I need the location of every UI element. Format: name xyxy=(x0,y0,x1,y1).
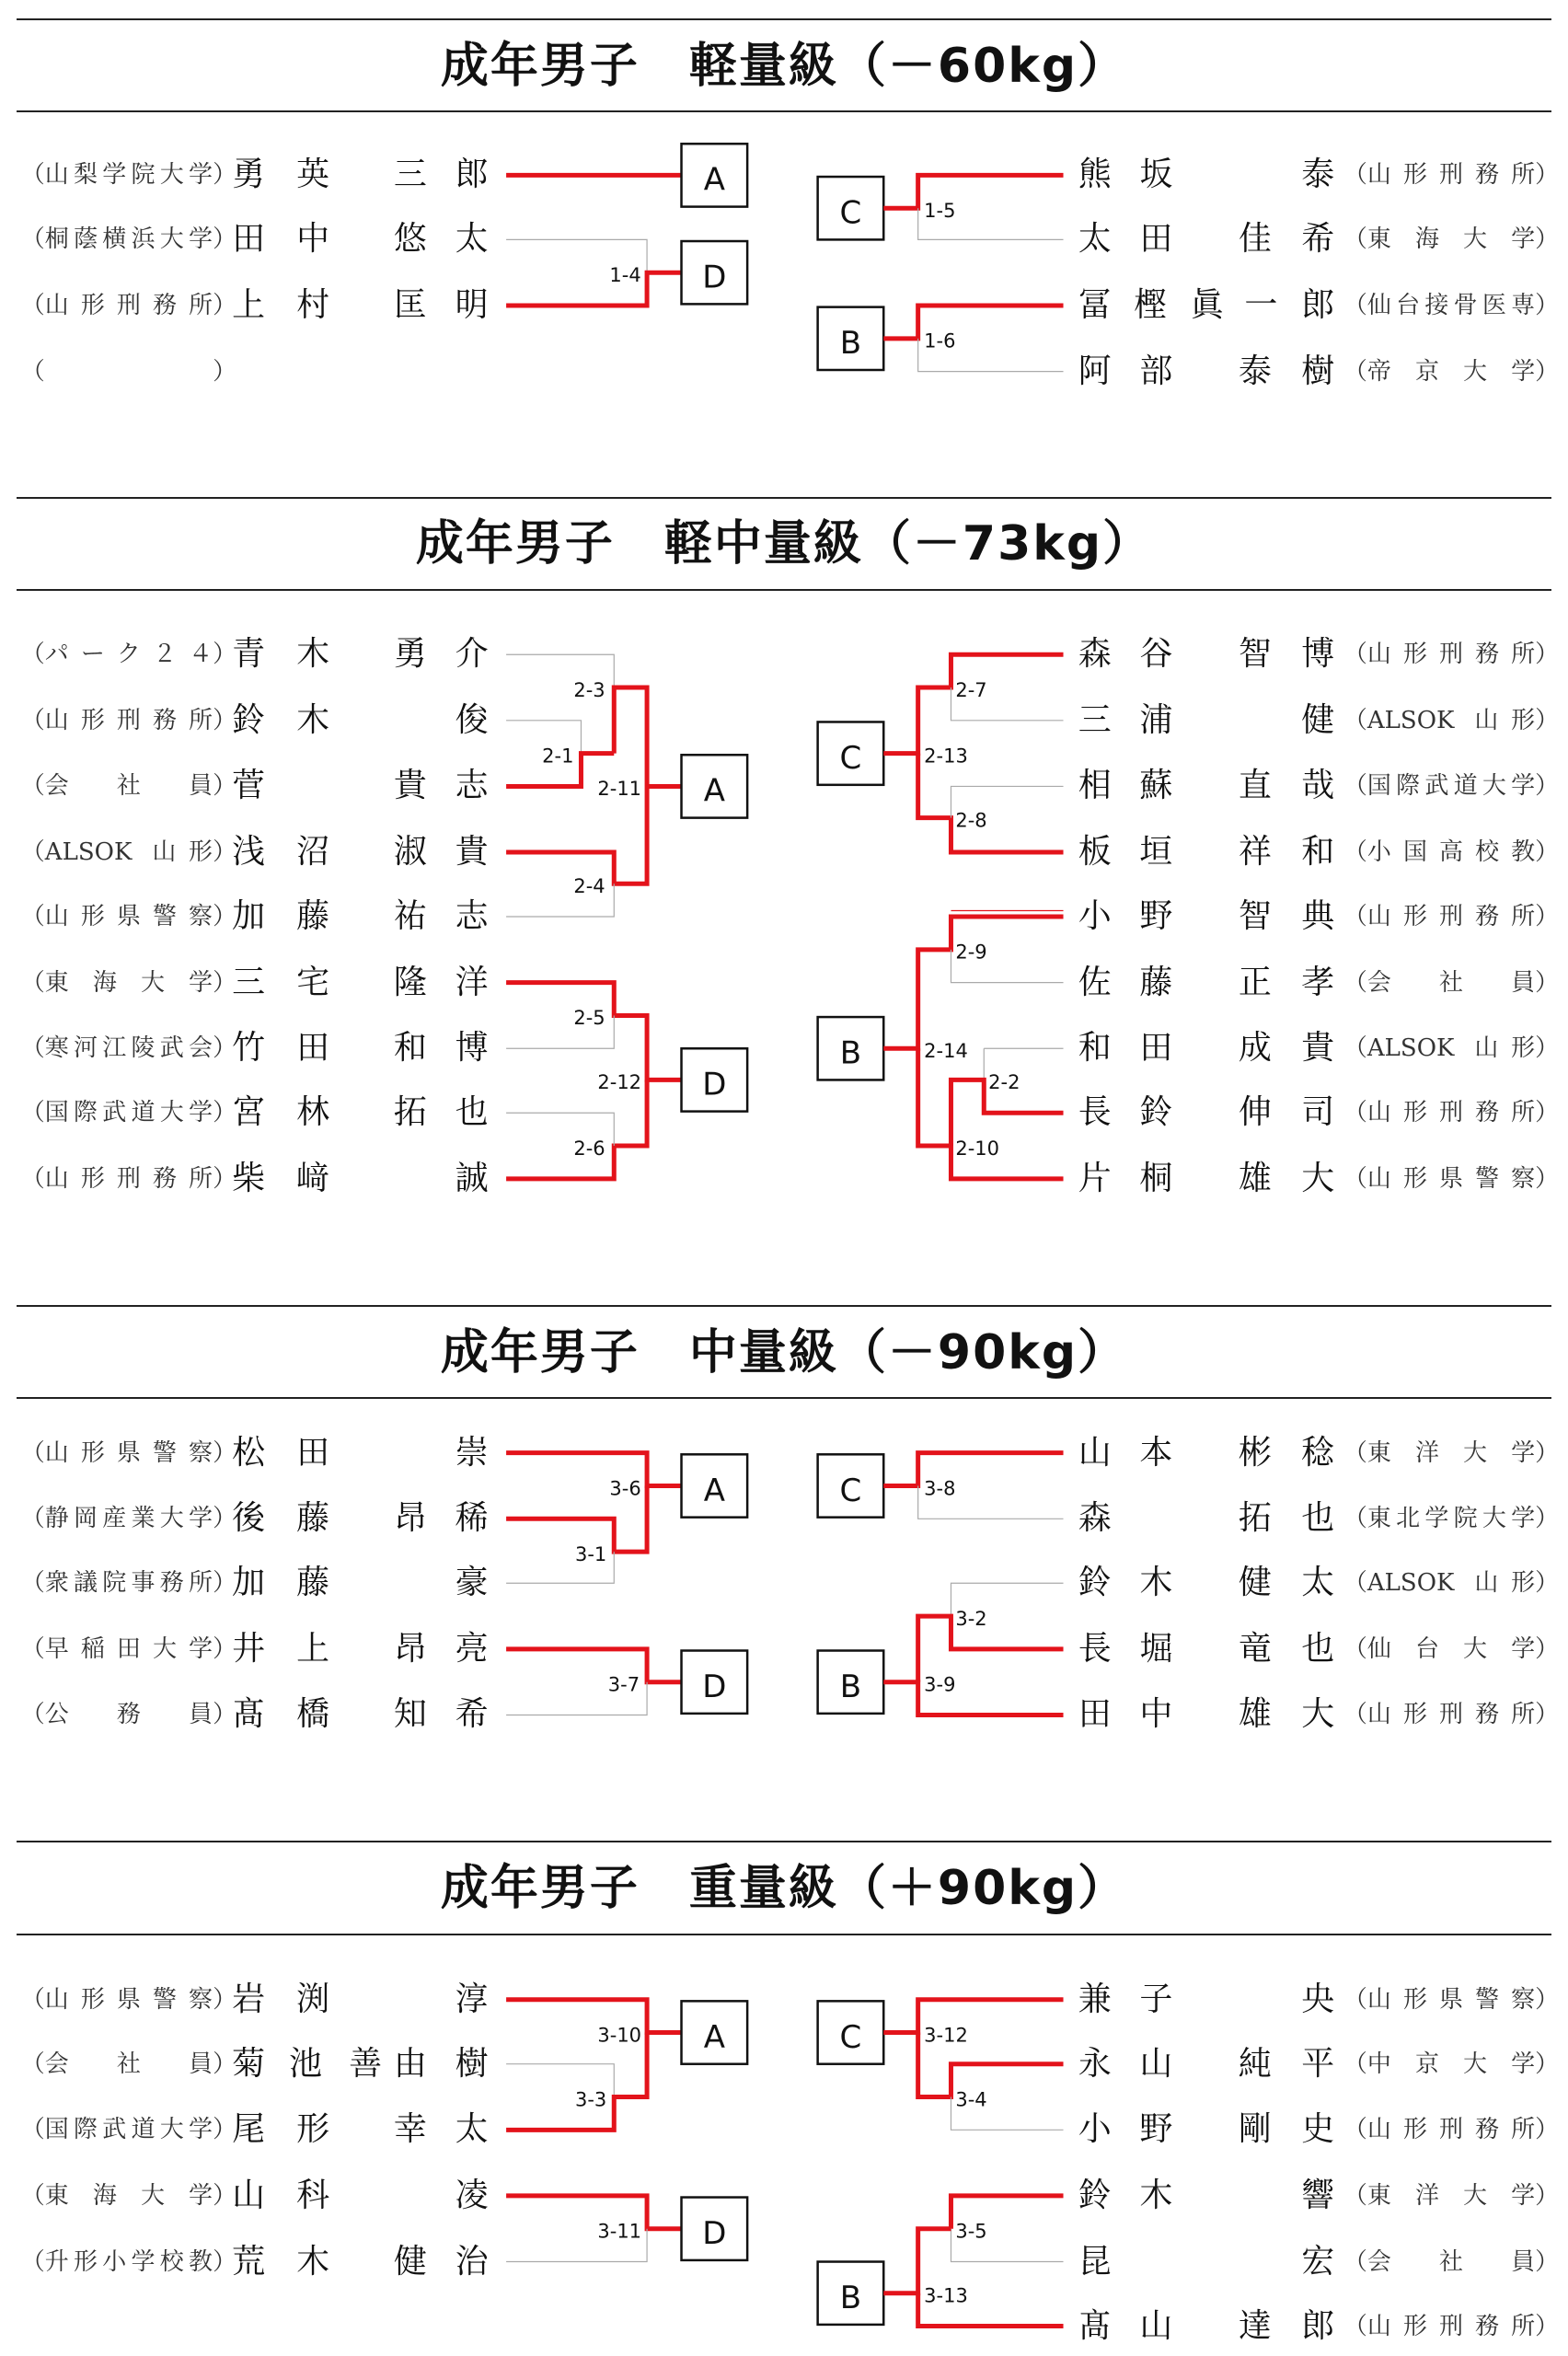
pool-box-b xyxy=(818,1651,884,1714)
match-number: 3-13 xyxy=(924,2284,968,2307)
competitor-affiliation: （山形刑務所） xyxy=(1343,1701,1560,1729)
competitor-affiliation: （仙台接骨医専） xyxy=(1343,292,1560,319)
competitor-affiliation: （山形刑務所） xyxy=(20,706,237,734)
competitor-affiliation: （早稲田大学） xyxy=(20,1634,237,1663)
competitor-name: 和 田 成 貴 xyxy=(1078,1029,1335,1068)
competitor-name: 竹 田 和 博 xyxy=(232,1029,489,1068)
bracket-line xyxy=(883,1453,1063,1486)
match-number: 2-2 xyxy=(988,1071,1020,1094)
match-number: 1-5 xyxy=(924,199,956,222)
divider-line xyxy=(17,18,1551,20)
svg-text:D: D xyxy=(702,2215,727,2253)
svg-text:A: A xyxy=(703,2018,725,2056)
competitor-name: 荒 木 健 治 xyxy=(232,2242,489,2281)
bracket-line xyxy=(506,2000,681,2033)
bracket-line xyxy=(883,1682,1063,1715)
competitor-name: 岩 渕 淳 xyxy=(232,1980,489,2018)
competitor-affiliation: （山形県警察） xyxy=(1343,1985,1560,2014)
competitor-affiliation: （ALSOK 山形） xyxy=(1343,1034,1560,1063)
competitor-affiliation: （山形刑務所） xyxy=(20,292,237,319)
bracket-line xyxy=(506,786,647,884)
pool-box-a xyxy=(682,2001,748,2063)
competitor-affiliation: （中京大学） xyxy=(1343,2050,1560,2078)
bracket-line xyxy=(506,272,681,306)
competitor-affiliation: （国際武道大学） xyxy=(1343,772,1560,801)
match-number: 2-12 xyxy=(597,1071,642,1094)
competitor-name: 長 鈴 伸 司 xyxy=(1078,1093,1335,1132)
bracket-line xyxy=(918,1616,1064,1682)
competitor-name: 板 垣 祥 和 xyxy=(1078,833,1335,872)
competitor-name: 菊 池 善 由 樹 xyxy=(232,2044,489,2083)
pool-box-b xyxy=(818,1017,884,1080)
bracket-line xyxy=(506,2196,681,2229)
competitor-affiliation: （桐蔭横浜大学） xyxy=(20,225,237,254)
competitor-name: 兼 子 央 xyxy=(1078,1980,1335,2018)
competitor-name: 三 浦 健 xyxy=(1078,700,1335,739)
competitor-name: 佐 藤 正 孝 xyxy=(1078,963,1335,1001)
competitor-affiliation: （帝京大学） xyxy=(1343,357,1560,386)
divider-line xyxy=(17,1934,1551,1935)
competitor-affiliation: （会社員） xyxy=(1343,968,1560,997)
match-number: 2-10 xyxy=(955,1137,1000,1160)
match-number: 2-11 xyxy=(597,778,642,801)
match-number: 2-4 xyxy=(573,874,605,897)
match-number: 2-1 xyxy=(542,745,574,768)
competitor-affiliation: （山形刑務所） xyxy=(20,1164,237,1193)
division-title-text: 成年男子 中量級（－90kg） xyxy=(440,1324,1128,1380)
pool-box-d xyxy=(682,1048,748,1111)
competitor-affiliation: （国際武道大学） xyxy=(20,1099,237,1127)
competitor-name: 加 藤 祐 志 xyxy=(232,897,489,936)
competitor-affiliation: （升形小学校教） xyxy=(20,2247,237,2276)
svg-text:A: A xyxy=(703,772,725,810)
competitor-name: 勇 英 三 郎 xyxy=(232,156,489,194)
svg-text:D: D xyxy=(702,1066,727,1103)
bracket-line xyxy=(883,175,1063,208)
pool-box-d xyxy=(682,2198,748,2260)
svg-text:D: D xyxy=(702,259,727,296)
competitor-affiliation: （山形刑務所） xyxy=(1343,641,1560,669)
competitor-name: 冨 樫 眞 一 郎 xyxy=(1078,286,1335,324)
competitor-affiliation: （パーク２４） xyxy=(20,641,237,669)
match-number: 3-6 xyxy=(609,1477,641,1500)
competitor-name: 永 山 純 平 xyxy=(1078,2044,1335,2083)
competitor-affiliation: （東海大学） xyxy=(1343,225,1560,254)
pool-box-d xyxy=(682,1651,748,1714)
division-title-text: 成年男子 重量級（＋90kg） xyxy=(440,1861,1128,1917)
competitor-name: 菅 貴 志 xyxy=(232,767,489,805)
competitor-name: 阿 部 泰 樹 xyxy=(1078,352,1335,390)
bracket-line xyxy=(918,754,1064,852)
competitor-name: 後 藤 昂 稀 xyxy=(232,1499,489,1538)
svg-text:B: B xyxy=(839,1034,862,1072)
pool-box-a xyxy=(682,144,748,206)
pool-box-c xyxy=(818,722,884,784)
competitor-name: 鈴 木 俊 xyxy=(232,700,489,739)
divider-line xyxy=(17,110,1551,112)
competitor-affiliation: （ ） xyxy=(20,357,237,386)
competitor-name: 長 堀 竜 也 xyxy=(1078,1629,1335,1668)
competitor-name: 小 野 剛 史 xyxy=(1078,2110,1335,2149)
match-number: 2-9 xyxy=(955,941,987,964)
competitor-name: 片 桐 雄 大 xyxy=(1078,1159,1335,1197)
competitor-affiliation: （国際武道大学） xyxy=(20,2116,237,2144)
pool-box-c xyxy=(818,177,884,239)
competitor-name: 浅 沼 淑 貴 xyxy=(232,833,489,872)
division-title xyxy=(0,512,1568,576)
competitor-name: 太 田 佳 希 xyxy=(1078,220,1335,259)
match-number: 3-9 xyxy=(924,1673,956,1696)
match-number: 3-11 xyxy=(597,2220,642,2243)
competitor-name: 鈴 木 響 xyxy=(1078,2176,1335,2214)
svg-text:C: C xyxy=(839,194,862,232)
divider-line xyxy=(17,589,1551,591)
competitor-name: 小 野 智 典 xyxy=(1078,897,1335,936)
bracket-line xyxy=(506,2033,647,2131)
competitor-name: 森 谷 智 博 xyxy=(1078,635,1335,674)
svg-text:A: A xyxy=(703,161,725,199)
pool-box-c xyxy=(818,1454,884,1517)
competitor-name: 髙 橋 知 希 xyxy=(232,1695,489,1734)
match-number: 3-4 xyxy=(955,2088,987,2111)
competitor-affiliation: （小国高校教） xyxy=(1343,838,1560,867)
competitor-name: 青 木 勇 介 xyxy=(232,635,489,674)
match-number: 3-8 xyxy=(924,1477,956,1500)
match-number: 1-6 xyxy=(924,329,956,352)
match-number: 2-5 xyxy=(573,1007,605,1030)
competitor-name: 柴 﨑 誠 xyxy=(232,1159,489,1197)
bracket-line xyxy=(883,654,1063,753)
competitor-affiliation: （衆議院事務所） xyxy=(20,1569,237,1598)
svg-text:C: C xyxy=(839,1472,862,1509)
match-number: 3-7 xyxy=(607,1673,640,1696)
competitor-name: 昆 宏 xyxy=(1078,2242,1335,2281)
competitor-name: 三 宅 隆 洋 xyxy=(232,963,489,1001)
svg-text:D: D xyxy=(702,1668,727,1705)
competitor-affiliation: （山形刑務所） xyxy=(1343,903,1560,931)
svg-text:C: C xyxy=(839,739,862,777)
competitor-affiliation: （東洋大学） xyxy=(1343,1438,1560,1467)
competitor-affiliation: （会社員） xyxy=(20,772,237,801)
competitor-affiliation: （山形県警察） xyxy=(1343,1164,1560,1193)
match-number: 3-10 xyxy=(597,2024,642,2047)
competitor-affiliation: （山形刑務所） xyxy=(1343,1099,1560,1127)
match-number: 2-6 xyxy=(573,1137,605,1160)
competitor-affiliation: （ALSOK 山形） xyxy=(20,838,237,867)
competitor-affiliation: （山形刑務所） xyxy=(1343,161,1560,190)
bracket-line xyxy=(614,687,647,786)
pool-box-b xyxy=(818,2262,884,2325)
division-title-text: 成年男子 軽量級（－60kg） xyxy=(440,38,1128,94)
svg-text:B: B xyxy=(839,2279,862,2316)
divider-line xyxy=(17,1841,1551,1842)
svg-text:B: B xyxy=(839,325,862,363)
svg-text:A: A xyxy=(703,1472,725,1509)
pool-box-d xyxy=(682,241,748,304)
bracket-line xyxy=(883,2000,1063,2033)
match-number: 3-5 xyxy=(955,2220,987,2243)
competitor-name: 田 中 悠 太 xyxy=(232,220,489,259)
match-number: 3-12 xyxy=(924,2024,968,2047)
competitor-affiliation: （会社員） xyxy=(1343,2247,1560,2276)
competitor-affiliation: （仙台大学） xyxy=(1343,1634,1560,1663)
competitor-affiliation: （ALSOK 山形） xyxy=(1343,706,1560,734)
competitor-affiliation: （山形県警察） xyxy=(20,1985,237,2014)
pool-box-a xyxy=(682,1454,748,1517)
competitor-affiliation: （会社員） xyxy=(20,2050,237,2078)
competitor-name: 田 中 雄 大 xyxy=(1078,1695,1335,1734)
competitor-affiliation: （公務員） xyxy=(20,1701,237,1729)
competitor-name: 鈴 木 健 太 xyxy=(1078,1564,1335,1602)
match-number: 2-3 xyxy=(573,678,605,701)
competitor-affiliation: （東海大学） xyxy=(20,968,237,997)
competitor-affiliation: （東北学院大学） xyxy=(1343,1505,1560,1533)
division-title xyxy=(0,1321,1568,1385)
match-number: 2-7 xyxy=(955,678,987,701)
division-title xyxy=(0,34,1568,98)
competitor-name: 山 本 彬 稔 xyxy=(1078,1433,1335,1472)
competitor-name: 加 藤 豪 xyxy=(232,1564,489,1602)
competitor-name: 上 村 匡 明 xyxy=(232,286,489,324)
competitor-affiliation: （山形刑務所） xyxy=(1343,2312,1560,2340)
bracket-line xyxy=(506,1453,681,1486)
competitor-affiliation: （ALSOK 山形） xyxy=(1343,1569,1560,1598)
competitor-name: 相 蘇 直 哉 xyxy=(1078,767,1335,805)
competitor-name: 髙 山 達 郎 xyxy=(1078,2306,1335,2345)
competitor-name: 井 上 昂 亮 xyxy=(232,1629,489,1668)
competitor-affiliation: （山梨学院大学） xyxy=(20,161,237,190)
match-number: 2-8 xyxy=(955,809,987,832)
competitor-affiliation: （東洋大学） xyxy=(1343,2181,1560,2210)
competitor-affiliation: （寒河江陵武会） xyxy=(20,1034,237,1063)
divider-line xyxy=(17,1397,1551,1399)
competitor-name: 松 田 崇 xyxy=(232,1433,489,1472)
competitor-name: 山 科 凌 xyxy=(232,2176,489,2214)
match-number: 2-14 xyxy=(924,1040,968,1063)
bracket-line xyxy=(506,1649,681,1682)
divider-line xyxy=(17,1305,1551,1307)
bracket-line xyxy=(883,306,1063,339)
match-number: 2-13 xyxy=(924,745,968,768)
bracket-line xyxy=(506,1080,647,1178)
bracket-line xyxy=(883,2229,951,2293)
pool-box-c xyxy=(818,2001,884,2063)
pool-box-b xyxy=(818,307,884,370)
svg-text:B: B xyxy=(839,1668,862,1705)
match-number: 1-4 xyxy=(609,263,641,286)
competitor-name: 宮 林 拓 也 xyxy=(232,1093,489,1132)
svg-text:C: C xyxy=(839,2018,862,2056)
divider-line xyxy=(17,497,1551,499)
competitor-affiliation: （東海大学） xyxy=(20,2181,237,2210)
competitor-name: 尾 形 幸 太 xyxy=(232,2110,489,2149)
division-title-text: 成年男子 軽中量級（－73kg） xyxy=(415,515,1153,572)
competitor-name: 森 拓 也 xyxy=(1078,1499,1335,1538)
match-number: 3-2 xyxy=(955,1607,987,1630)
pool-box-a xyxy=(682,755,748,817)
competitor-affiliation: （山形県警察） xyxy=(20,903,237,931)
division-title xyxy=(0,1856,1568,1921)
competitor-affiliation: （山形刑務所） xyxy=(1343,2116,1560,2144)
competitor-affiliation: （静岡産業大学） xyxy=(20,1505,237,1533)
bracket-line xyxy=(506,983,681,1080)
competitor-name: 熊 坂 泰 xyxy=(1078,156,1335,194)
competitor-affiliation: （山形県警察） xyxy=(20,1438,237,1467)
match-number: 3-1 xyxy=(574,1542,607,1565)
match-number: 3-3 xyxy=(574,2088,607,2111)
